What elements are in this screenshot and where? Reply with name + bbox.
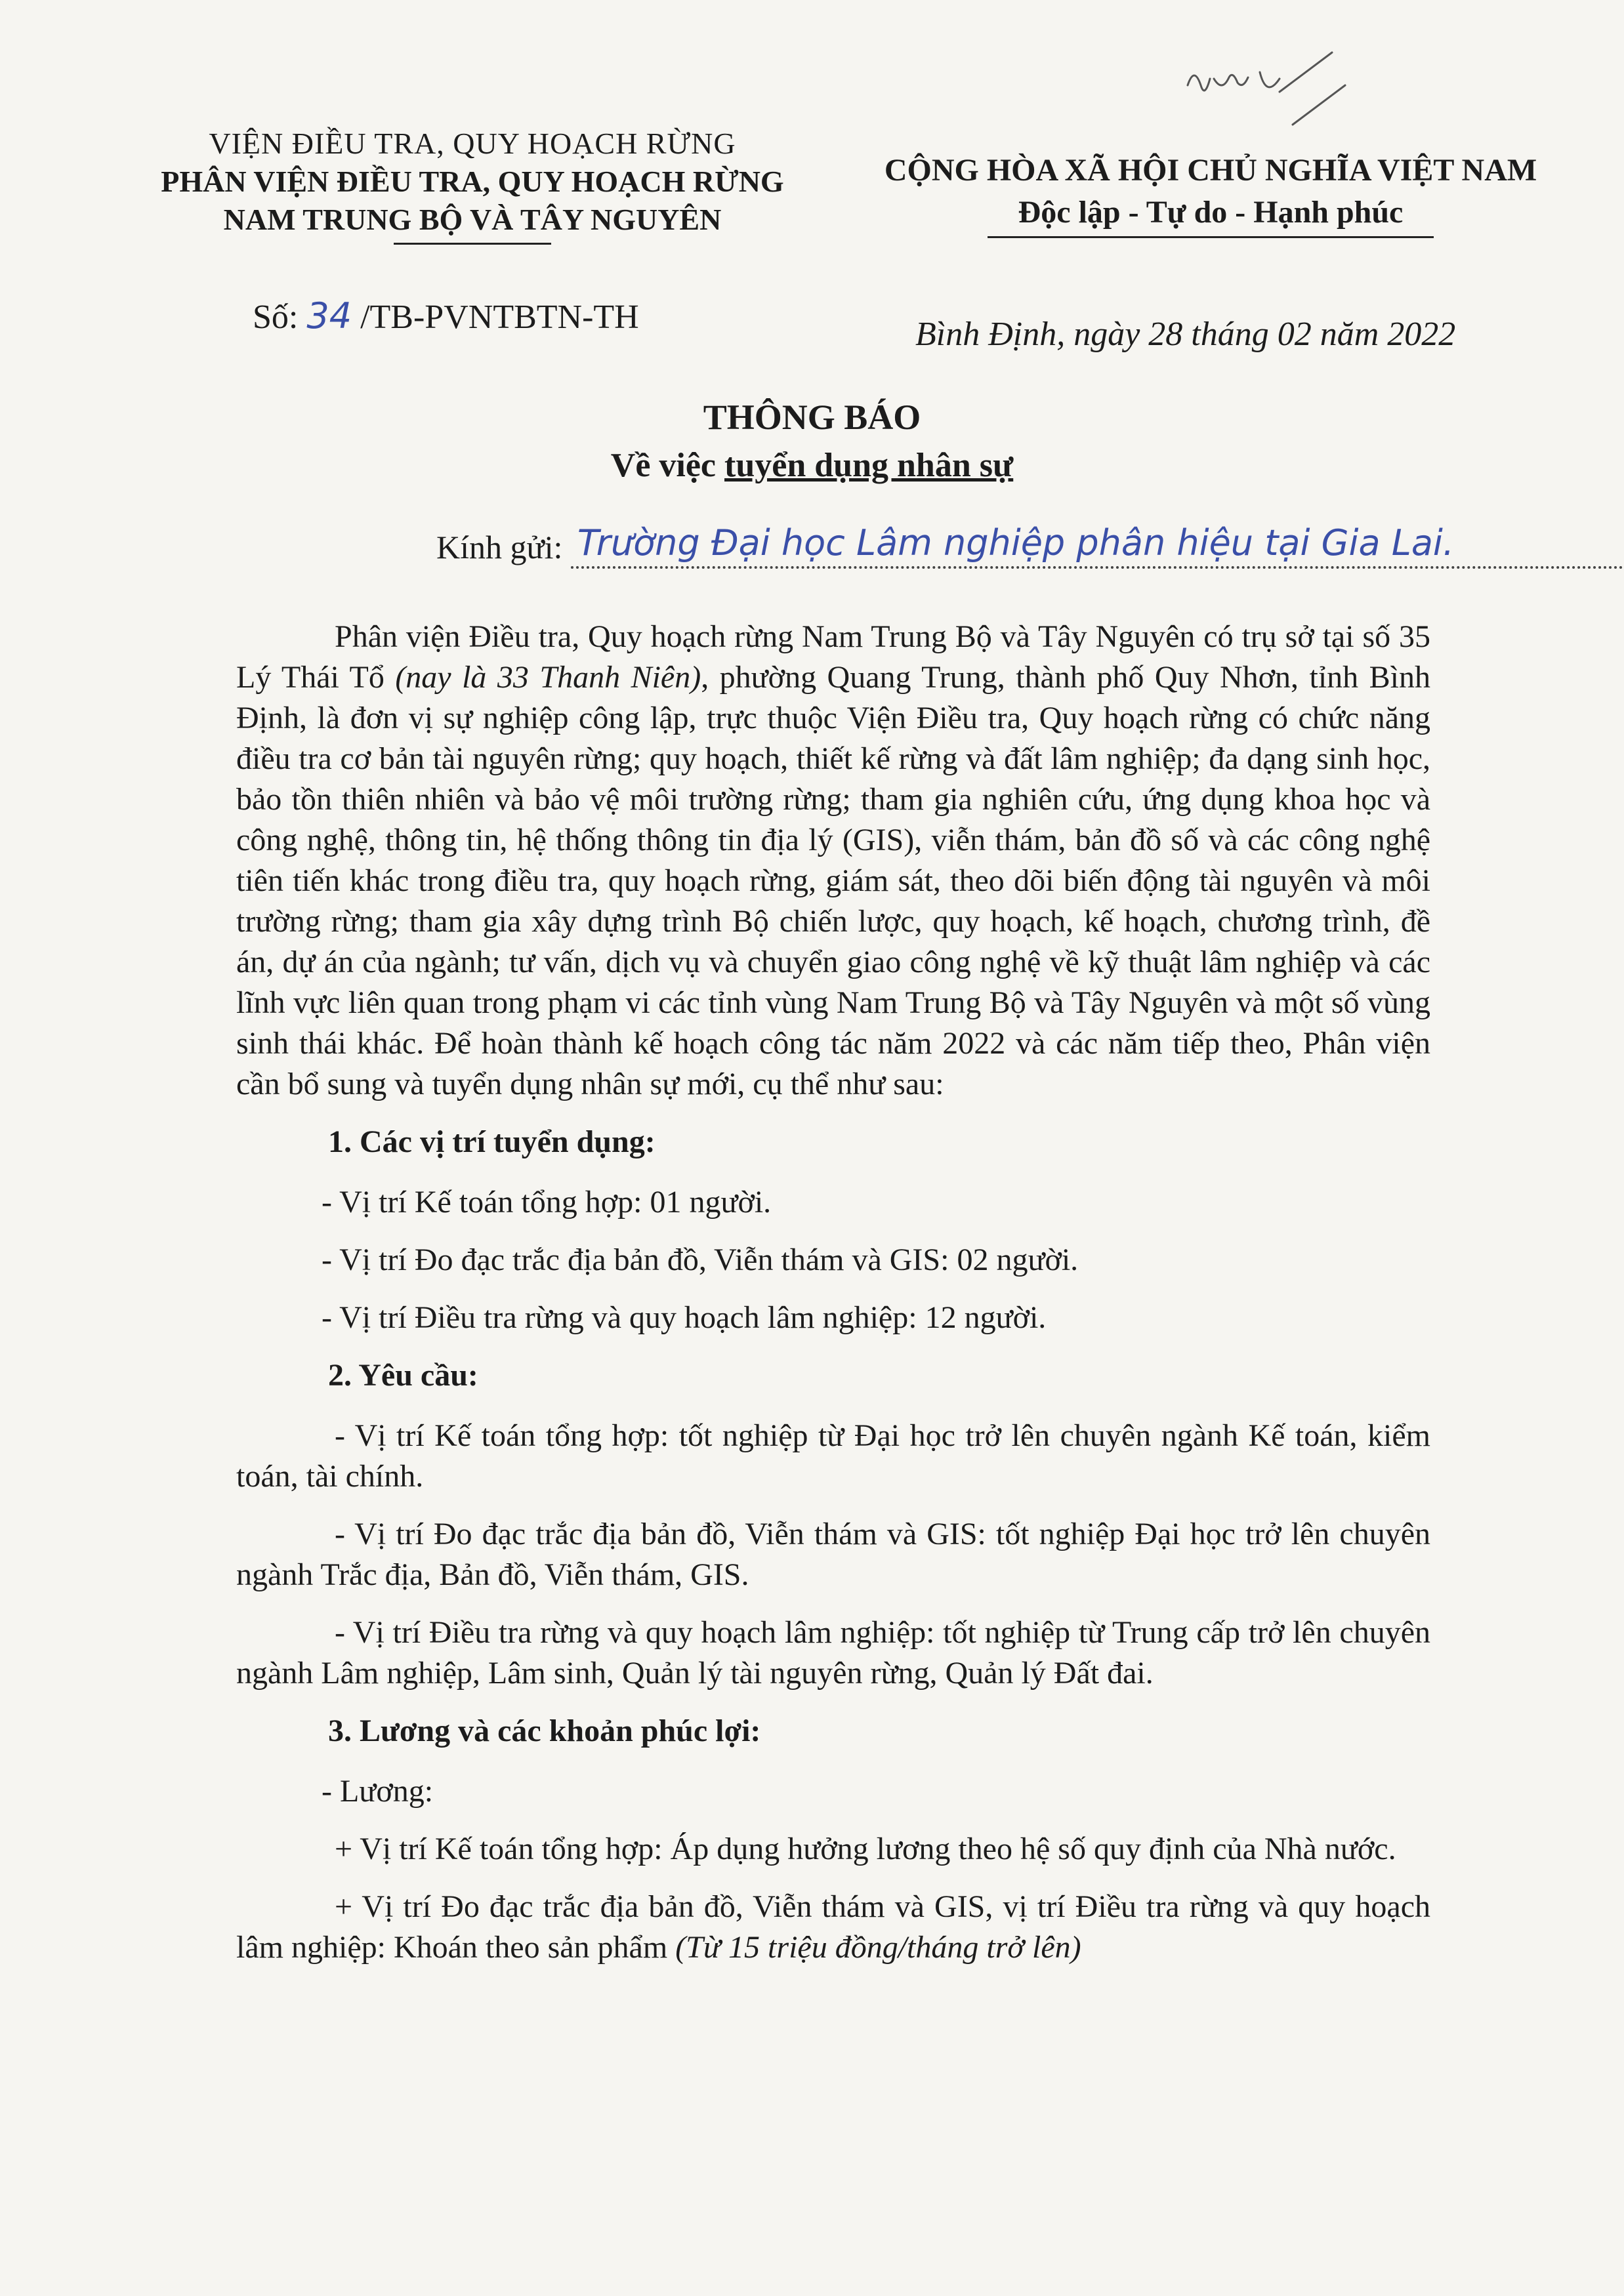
document-number: [253, 295, 639, 337]
document-title: THÔNG BÁO: [703, 398, 921, 437]
section1-item: - Vị trí Kế toán tổng hợp: 01 người.: [322, 1185, 772, 1220]
intro-paragraph: [236, 617, 1430, 1105]
subject-underlined: tuyển dụng nhân sự: [724, 447, 1014, 484]
motto-divider: [988, 236, 1434, 238]
section2-item: - Vị trí Đo đạc trắc địa bản đồ, Viễn thám và GIS: tốt nghiệp Đại học trở lên chuyên ngành Trắc địa, Bản đồ, Viễn thám, GIS.: [236, 1517, 1430, 1592]
issuing-agency-header: [112, 125, 833, 245]
section2-item: - Vị trí Kế toán tổng hợp: tốt nghiệp từ Đại học trở lên chuyên ngành Kế toán, kiểm toán, tài chính.: [236, 1418, 1430, 1494]
section2-heading: 2. Yêu cầu:: [328, 1358, 478, 1393]
doc-number-suffix: /TB-PVNTBTN-TH: [352, 298, 639, 336]
salary-item-technical: [236, 1887, 1430, 1968]
section1-item: - Vị trí Điều tra rừng và quy hoạch lâm nghiệp: 12 người.: [322, 1300, 1047, 1335]
section2-item: - Vị trí Điều tra rừng và quy hoạch lâm nghiệp: tốt nghiệp từ Trung cấp trở lên chuyên ngành Lâm nghiệp, Lâm sinh, Quản lý tài nguyên rừng, Quản lý Đất đai.: [236, 1615, 1430, 1691]
intro-text-2: , phường Quang Trung, thành phố Quy Nhơn, tỉnh Bình Định, là đơn vị sự nghiệp công lập, trực thuộc Viện Điều tra, Quy hoạch rừng có chức năng điều tra cơ bản tài nguyên rừng; quy hoạch, thiết kế rừng và đất lâm nghiệp; đa dạng sinh học, bảo tồn thiên nhiên và bảo vệ môi trường rừng; tham gia nghiên cứu, ứng dụng khoa học và công nghệ, thông tin, hệ thống thông tin địa lý (GIS), viễn thám, bản đồ số và các công nghệ tiên tiến khác trong điều tra, quy hoạch rừng, giám sát, theo dõi biến động tài nguyên và môi trường rừng; tham gia xây dựng trình Bộ chiến lược, quy hoạch, kế hoạch, chương trình, đề án, dự án của ngành; tư vấn, dịch vụ và chuyển giao công nghệ về kỹ thuật lâm nghiệp và các lĩnh vực liên quan trong phạm vi các tỉnh vùng Nam Trung Bộ và Tây Nguyên và một số vùng sinh thái khác. Để hoàn thành kế hoạch công tác năm 2022 và các năm tiếp theo, Phân viện cần bổ sung và tuyển dụng nhân sự mới, cụ thể như sau:: [236, 660, 1430, 1101]
header-divider: [394, 243, 551, 245]
subject-prefix: Về việc: [610, 447, 725, 484]
document-subject: [0, 446, 1624, 485]
document-body: [236, 617, 1430, 1985]
recipient-line: [436, 522, 1624, 569]
doc-number-prefix: Số:: [253, 298, 307, 336]
recipient-handwritten: Trường Đại học Lâm nghiệp phân hiệu tại Gia Lai.: [577, 522, 1455, 564]
recipient-label: Kính gửi:: [436, 529, 563, 565]
salary-item-italic: (Từ 15 triệu đồng/tháng trở lên): [675, 1930, 1081, 1965]
doc-number-handwritten: 34: [306, 295, 352, 337]
section3-heading: 3. Lương và các khoản phúc lợi:: [328, 1713, 761, 1748]
salary-label: - Lương:: [322, 1774, 434, 1809]
place-date-line: Bình Định, ngày 28 tháng 02 năm 2022: [915, 316, 1456, 353]
salary-item-accountant: + Vị trí Kế toán tổng hợp: Áp dụng hưởng lương theo hệ số quy định của Nhà nước.: [335, 1832, 1396, 1866]
national-motto: Độc lập - Tự do - Hạnh phúc: [1018, 195, 1404, 230]
country-name: CỘNG HÒA XÃ HỘI CHỦ NGHĨA VIỆT NAM: [884, 153, 1537, 188]
agency-name-line2: NAM TRUNG BỘ VÀ TÂY NGUYÊN: [223, 203, 722, 236]
parent-agency-name: VIỆN ĐIỀU TRA, QUY HOẠCH RỪNG: [209, 127, 736, 160]
section1-heading: 1. Các vị trí tuyển dụng:: [328, 1124, 656, 1159]
section1-item: - Vị trí Đo đạc trắc địa bản đồ, Viễn thám và GIS: 02 người.: [322, 1242, 1079, 1277]
agency-name-line1: PHÂN VIỆN ĐIỀU TRA, QUY HOẠCH RỪNG: [161, 165, 784, 198]
recipient-dotted-field: [571, 522, 1624, 569]
national-motto-header: [860, 150, 1562, 238]
handwritten-initials: [1181, 46, 1352, 138]
salary-item-text: + Vị trí Đo đạc trắc địa bản đồ, Viễn thám và GIS, vị trí Điều tra rừng và quy hoạch lâm nghiệp: Khoán theo sản phẩm: [236, 1889, 1430, 1965]
intro-italic: (nay là 33 Thanh Niên): [395, 660, 701, 695]
intro-text-1: Phân viện Điều tra, Quy hoạch rừng Nam Trung Bộ và Tây Nguyên có trụ sở tại số 35 Lý Thái Tổ: [236, 619, 1430, 695]
